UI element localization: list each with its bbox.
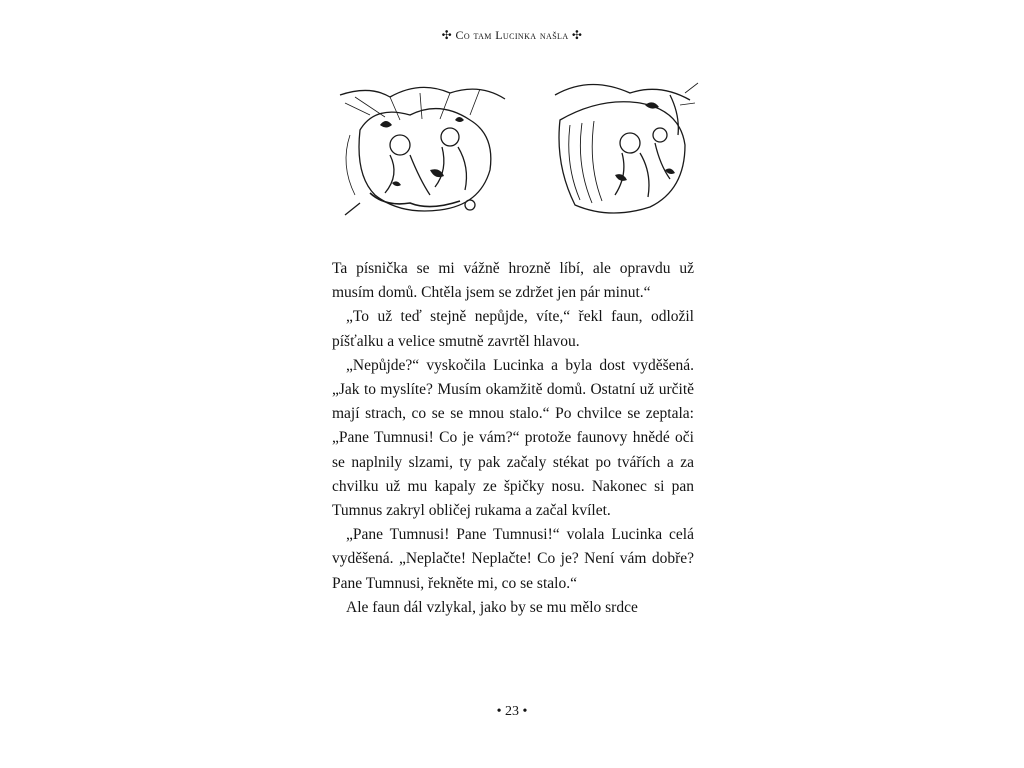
paragraph-5: Ale faun dál vzlykal, jako by se mu mělo srdce bbox=[346, 598, 638, 616]
body-text bbox=[332, 257, 694, 620]
faun-and-lucy-illustration bbox=[330, 75, 700, 223]
paragraph-3: „Nepůjde?“ vyskočila Lucinka a byla dost vyděšená. „Jak to myslíte? Musím okamžitě domů. Ostatní už určitě mají strach, co se se mnou stalo.“ Po chvilce se zeptala: „Pane Tumnusi! Co je vám?“ protože faunovy hnědé oči se naplnily slzami, ty pak začaly stékat po tvářích a za chvilku už mu kapaly ze špičky nosu. Nakonec si pan Tumnus zakryl obličej rukama a začal kvílet. bbox=[332, 356, 694, 520]
paragraph-1: Ta písnička se mi vážně hrozně líbí, ale opravdu už musím domů. Chtěla jsem se zdržet jen pár minut.“ bbox=[332, 260, 694, 302]
paragraph-2: „To už teď stejně nepůjde, víte,“ řekl faun, odložil píšťalku a velice smutně zavrtěl hlavou. bbox=[332, 308, 694, 350]
running-head: ✣ Co tam Lucinka našla ✣ bbox=[441, 28, 583, 42]
paragraph-4: „Pane Tumnusi! Pane Tumnusi!“ volala Lucinka celá vyděšená. „Neplačte! Neplačte! Co je? Není vám dobře? Pane Tumnusi, řekněte mi, co se stalo.“ bbox=[332, 526, 694, 592]
page-number: • 23 • bbox=[496, 704, 528, 719]
